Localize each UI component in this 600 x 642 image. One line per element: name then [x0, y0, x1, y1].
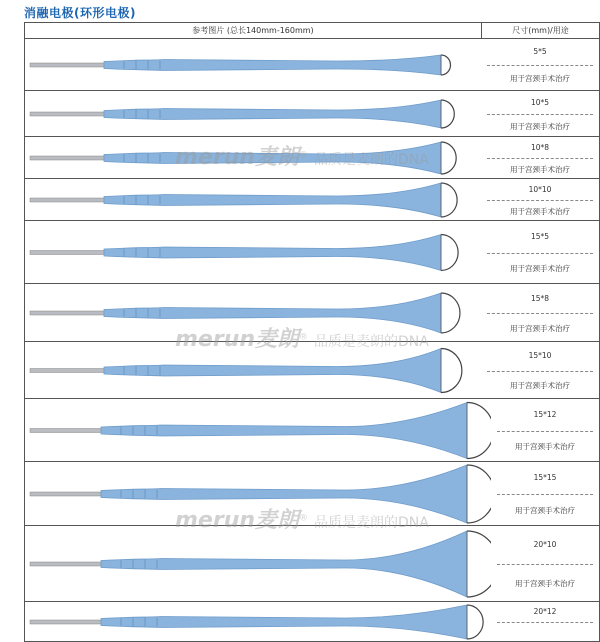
electrode-use: 用于宫颈手术治疗	[510, 323, 570, 333]
electrode-shaft	[30, 369, 104, 373]
electrode-illustration	[25, 91, 482, 137]
electrode-use: 用于宫颈手术治疗	[510, 74, 570, 83]
electrode-table	[24, 22, 600, 616]
electrode-row	[24, 284, 600, 342]
electrode-use: 用于宫颈手术治疗	[510, 206, 570, 216]
electrode-shaft	[30, 198, 104, 202]
wire-loop	[441, 349, 462, 393]
electrode-info-cell	[481, 179, 600, 221]
electrode-shaft	[30, 156, 104, 160]
wire-loop	[467, 403, 492, 459]
electrode-picture-cell	[24, 526, 492, 602]
electrode-picture-cell	[24, 137, 482, 179]
electrode-size: 20*12	[533, 607, 557, 616]
electrode-illustration	[25, 602, 492, 642]
wire-loop	[441, 235, 458, 271]
electrode-row	[24, 526, 600, 602]
electrode-shaft	[30, 112, 104, 116]
electrode-size: 15*8	[530, 293, 550, 303]
watermark-reg: ®	[299, 150, 309, 161]
electrode-shaft	[30, 311, 104, 315]
electrode-size: 15*10	[528, 351, 552, 361]
electrode-illustration	[25, 462, 492, 526]
row-divider	[487, 371, 593, 372]
electrode-illustration	[25, 284, 482, 342]
electrode-size: 15*5	[530, 231, 550, 241]
electrode-info-cell	[491, 602, 600, 642]
electrode-handle	[104, 183, 441, 217]
electrode-size: 10*8	[530, 142, 550, 152]
electrode-handle	[101, 605, 467, 639]
electrode-info-cell	[491, 526, 600, 602]
electrode-info-cell	[481, 39, 600, 91]
electrode-handle	[104, 142, 441, 174]
row-divider	[487, 200, 593, 201]
electrode-handle	[101, 403, 467, 459]
electrode-size: 10*5	[530, 97, 550, 107]
watermark-brand: merun麦朗	[175, 508, 300, 533]
electrode-picture-cell	[24, 39, 482, 91]
electrode-illustration	[25, 526, 492, 602]
page-title: 消融电极(环形电极)	[24, 6, 136, 20]
electrode-row	[24, 399, 600, 462]
electrode-use: 用于宫颈手术治疗	[515, 506, 575, 515]
electrode-picture-cell	[24, 284, 482, 342]
row-divider	[487, 65, 593, 66]
electrode-picture-cell	[24, 602, 492, 642]
electrode-info-cell	[481, 284, 600, 342]
wire-loop	[441, 55, 451, 75]
electrode-shaft	[30, 620, 101, 624]
electrode-row	[24, 91, 600, 137]
electrode-size: 15*12	[533, 409, 557, 419]
electrode-use: 用于宫颈手术治疗	[510, 264, 570, 274]
electrode-handle	[101, 531, 467, 597]
wire-loop	[467, 531, 492, 597]
watermark-brand: merun麦朗	[175, 145, 300, 170]
electrode-use: 用于宫颈手术治疗	[510, 164, 570, 174]
wire-loop	[441, 142, 456, 174]
watermark-brand: merun麦朗	[175, 327, 300, 352]
electrode-info-cell	[491, 462, 600, 526]
row-divider	[497, 622, 593, 623]
wire-loop	[467, 465, 492, 523]
wire-loop	[467, 605, 483, 639]
row-divider	[497, 431, 593, 432]
electrode-size: 5*5	[533, 47, 547, 56]
watermark-slogan: 品质是麦朗的DNA	[314, 515, 429, 531]
electrode-illustration	[25, 179, 482, 221]
electrode-size: 20*10	[533, 540, 557, 549]
electrode-illustration	[25, 39, 482, 91]
wire-loop	[441, 100, 454, 128]
electrode-size: 15*15	[533, 473, 557, 482]
electrode-illustration	[25, 399, 492, 462]
electrode-row	[24, 342, 600, 399]
electrode-handle	[101, 465, 467, 523]
electrode-picture-cell	[24, 462, 492, 526]
header-size-use: 尺寸(mm)/用途	[481, 22, 600, 39]
electrode-illustration	[25, 221, 482, 284]
electrode-shaft	[30, 429, 101, 433]
watermark-reg: ®	[299, 332, 309, 343]
electrode-row	[24, 179, 600, 221]
electrode-use: 用于宫颈手术治疗	[510, 121, 570, 131]
row-divider	[487, 158, 593, 159]
watermark-reg: ®	[299, 513, 309, 524]
electrode-shaft	[30, 492, 101, 496]
row-divider	[487, 253, 593, 254]
electrode-info-cell	[491, 399, 600, 462]
electrode-handle	[104, 55, 441, 75]
electrode-handle	[104, 235, 441, 271]
electrode-handle	[104, 100, 441, 128]
electrode-use: 用于宫颈手术治疗	[510, 380, 570, 390]
row-divider	[497, 494, 593, 495]
electrode-handle	[104, 293, 441, 333]
electrode-row	[24, 221, 600, 284]
electrode-shaft	[30, 251, 104, 255]
electrode-info-cell	[481, 342, 600, 399]
electrode-row	[24, 137, 600, 179]
electrode-illustration	[25, 137, 482, 179]
electrode-use: 用于宫颈手术治疗	[515, 442, 575, 452]
electrode-shaft	[30, 562, 101, 566]
electrode-illustration	[25, 342, 482, 399]
electrode-picture-cell	[24, 91, 482, 137]
row-divider	[487, 114, 593, 115]
electrode-info-cell	[481, 221, 600, 284]
electrode-info-cell	[481, 137, 600, 179]
wire-loop	[441, 293, 460, 333]
electrode-size: 10*10	[528, 184, 552, 194]
electrode-handle	[104, 349, 441, 393]
watermark-slogan: 品质是麦朗的DNA	[314, 152, 429, 168]
electrode-shaft	[30, 63, 104, 67]
electrode-picture-cell	[24, 179, 482, 221]
row-divider	[487, 313, 593, 314]
watermark-slogan: 品质是麦朗的DNA	[314, 334, 429, 350]
electrode-picture-cell	[24, 342, 482, 399]
electrode-picture-cell	[24, 399, 492, 462]
electrode-use: 用于宫颈手术治疗	[515, 579, 575, 588]
electrode-row	[24, 602, 600, 642]
wire-loop	[441, 183, 457, 217]
header-picture: 参考图片 (总长140mm-160mm)	[24, 22, 482, 39]
electrode-row	[24, 39, 600, 91]
electrode-row	[24, 462, 600, 526]
electrode-info-cell	[481, 91, 600, 137]
electrode-picture-cell	[24, 221, 482, 284]
row-divider	[497, 564, 593, 565]
